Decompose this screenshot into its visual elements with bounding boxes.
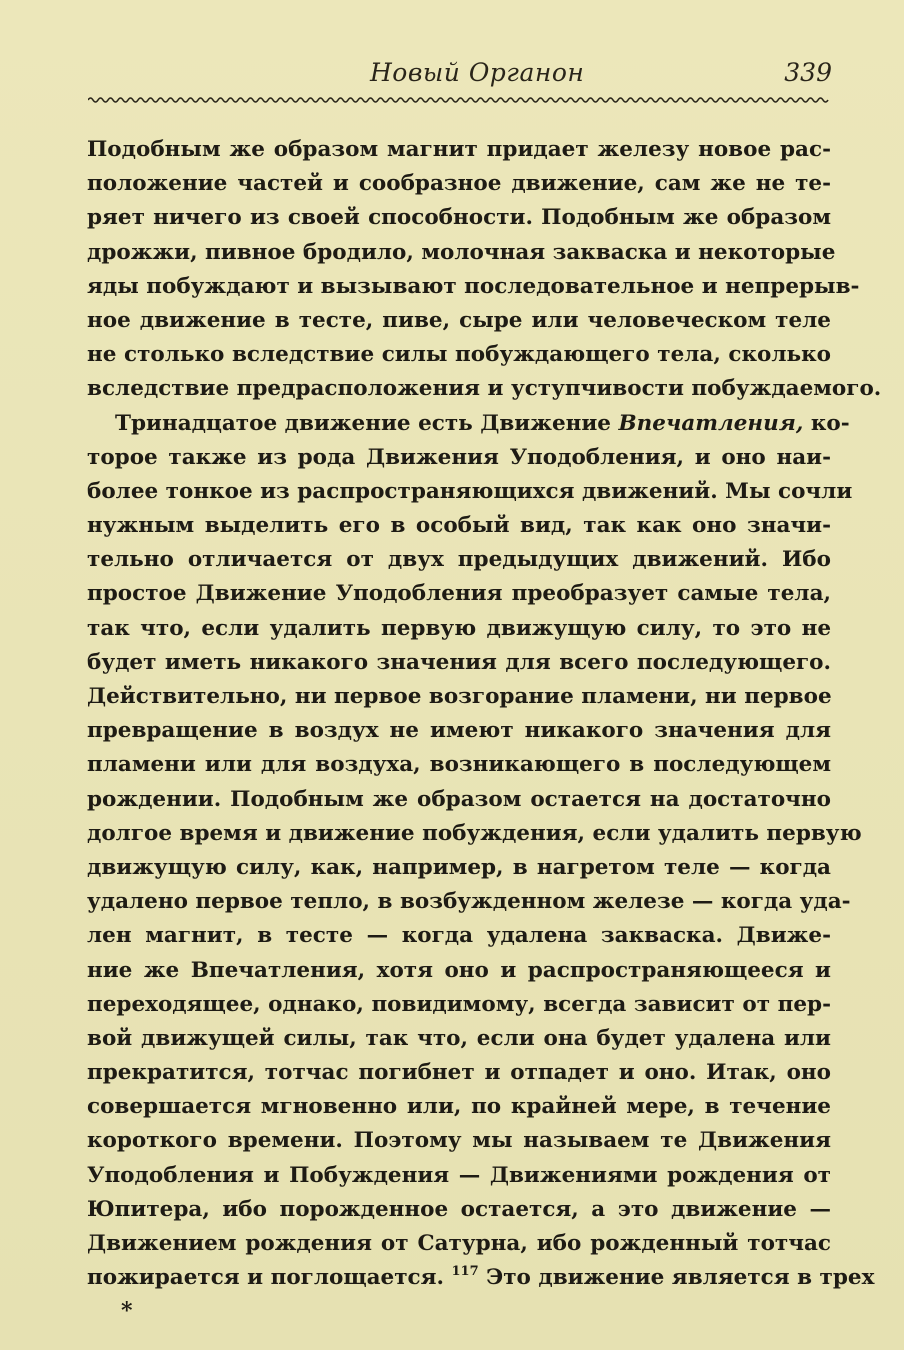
signature-mark: * (121, 1298, 133, 1324)
text-line: ние же Впечатления, хотя оно и распространяющееся и (87, 957, 831, 983)
text-line: более тонкое из распространяющихся движений. Мы сочли (87, 478, 853, 504)
text-run: ко- (803, 410, 850, 436)
text-line: превращение в воздух не имеют никакого значения для (87, 718, 831, 744)
text-line: прекратится, тотчас погибнет и отпадет и оно. Итак, оно (87, 1060, 831, 1086)
endnote-marker: 117 (451, 1264, 479, 1280)
text-run: Тринадцатое движение есть Движение (115, 410, 619, 436)
text-line: переходящее, однако, повидимому, всегда зависит от пер- (87, 991, 831, 1017)
text-line: нужным выделить его в особый вид, так как оно значи- (87, 513, 831, 539)
text-line: Подобным же образом магнит придает железу новое рас- (87, 137, 831, 162)
text-line: положение частей и сообразное движение, сам же не те- (87, 171, 831, 197)
running-title: Новый Органон (370, 58, 585, 87)
text-run: пожирается и поглощается. (87, 1265, 452, 1291)
text-line: дрожжи, пивное бродило, молочная закваска и некоторые (87, 239, 836, 265)
text-line: Уподобления и Побуждения — Движениями рождения от (87, 1162, 831, 1188)
text-line: пламени или для воздуха, возникающего в последующем (87, 752, 831, 778)
text-line: тельно отличается от двух предыдущих движений. Ибо (87, 547, 831, 573)
text-line: рождении. Подобным же образом остается на достаточно (87, 786, 831, 812)
italic-term: Впечатления, (618, 410, 804, 436)
text-line: совершается мгновенно или, по крайней мере, в течение (87, 1094, 831, 1120)
text-line: Движением рождения от Сатурна, ибо рожденный тотчас (87, 1231, 831, 1256)
text-line: удалено первое тепло, в возбужденном железе — когда уда- (87, 889, 851, 915)
running-header (88, 58, 838, 94)
text-line: лен магнит, в тесте — когда удалена закваска. Движе- (87, 923, 831, 949)
text-line (87, 407, 850, 441)
text-line: будет иметь никакого значения для всего последующего. (87, 649, 831, 675)
text-line: простое Движение Уподобления преобразует самые тела, (87, 581, 831, 607)
text-line: ное движение в тесте, пиве, сыре или человеческом теле (87, 307, 831, 333)
text-line: Юпитера, ибо порожденное остается, а это движение — (87, 1196, 831, 1222)
text-line: ряет ничего из своей способности. Подобным же образом (87, 205, 831, 231)
text-line: яды побуждают и вызывают последовательное и непрерыв- (87, 273, 860, 299)
text-line: движущую силу, как, например, в нагретом теле — когда (87, 854, 831, 880)
text-line (87, 1261, 875, 1295)
text-line: вследствие предрасположения и уступчивости побуждаемого. (87, 376, 882, 402)
text-line: короткого времени. Поэтому мы называем те Движения (87, 1128, 831, 1154)
text-line: вой движущей силы, так что, если она будет удалена или (87, 1025, 831, 1051)
text-line: так что, если удалить первую движущую силу, то это не (87, 615, 831, 641)
page-number: 339 (784, 58, 832, 87)
text-line: Действительно, ни первое возгорание пламени, ни первое (87, 684, 832, 709)
text-run: Это движение является в трех (478, 1265, 875, 1291)
text-line: торое также из рода Движения Уподобления, и оно наи- (87, 444, 831, 470)
text-line: долгое время и движение побуждения, если удалить первую (87, 820, 862, 846)
decorative-wavy-rule (88, 96, 830, 104)
text-line: не столько вследствие силы побуждающего тела, сколько (87, 342, 831, 368)
body-text (87, 133, 882, 1295)
